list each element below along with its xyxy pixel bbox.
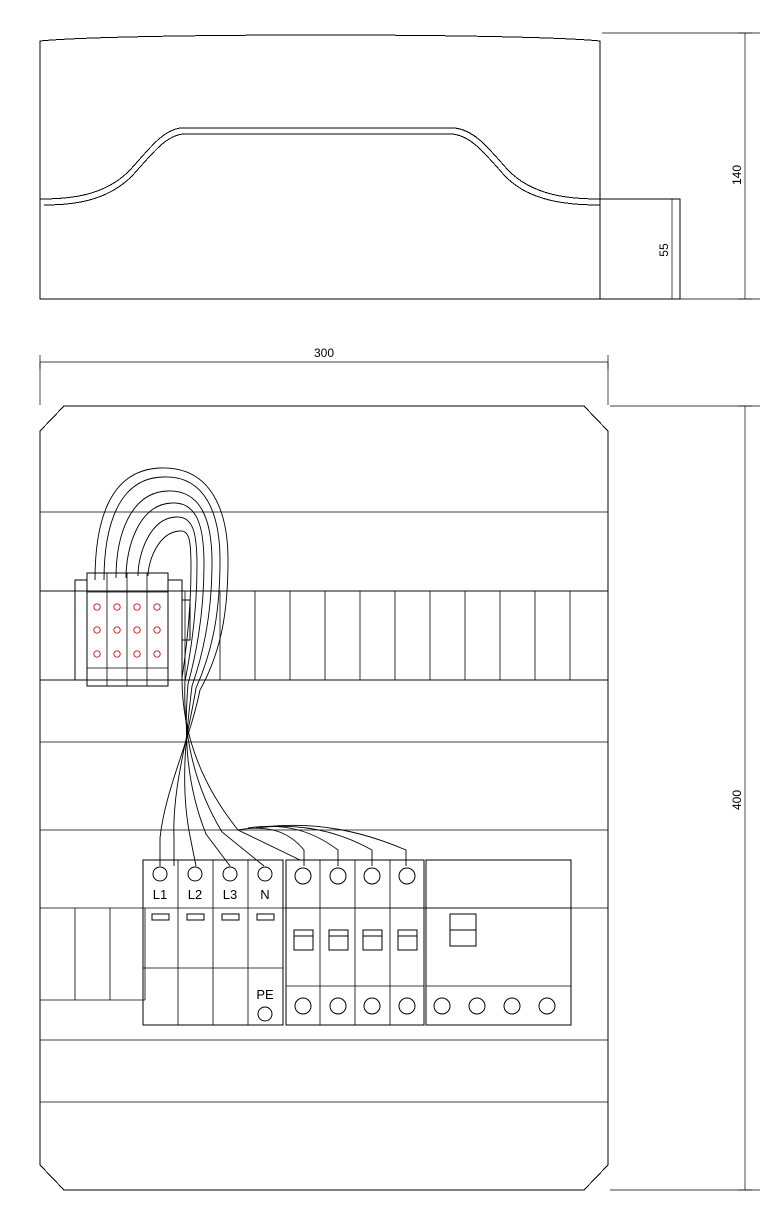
dimension-300-label: 300 [313, 346, 335, 360]
terminal-label-pe: PE [256, 987, 274, 1002]
din-rail-lower-free-slots [40, 908, 145, 1000]
top-view-group [40, 35, 680, 299]
wire-bundle-lower [160, 678, 406, 866]
din-rail-upper [40, 591, 608, 680]
terminal-label-n: N [260, 887, 270, 902]
terminal-block [75, 573, 190, 686]
mcb-group [286, 860, 424, 1025]
terminal-label-l3: L3 [222, 887, 238, 902]
terminal-label-l1: L1 [152, 887, 168, 902]
dimension-400-label: 400 [730, 789, 744, 811]
dimension-300-group [40, 355, 608, 405]
dimension-55-label: 55 [657, 243, 671, 257]
terminal-label-l2: L2 [187, 887, 203, 902]
rcd-main-switch [426, 860, 571, 1025]
dimension-140-label: 140 [730, 164, 744, 186]
